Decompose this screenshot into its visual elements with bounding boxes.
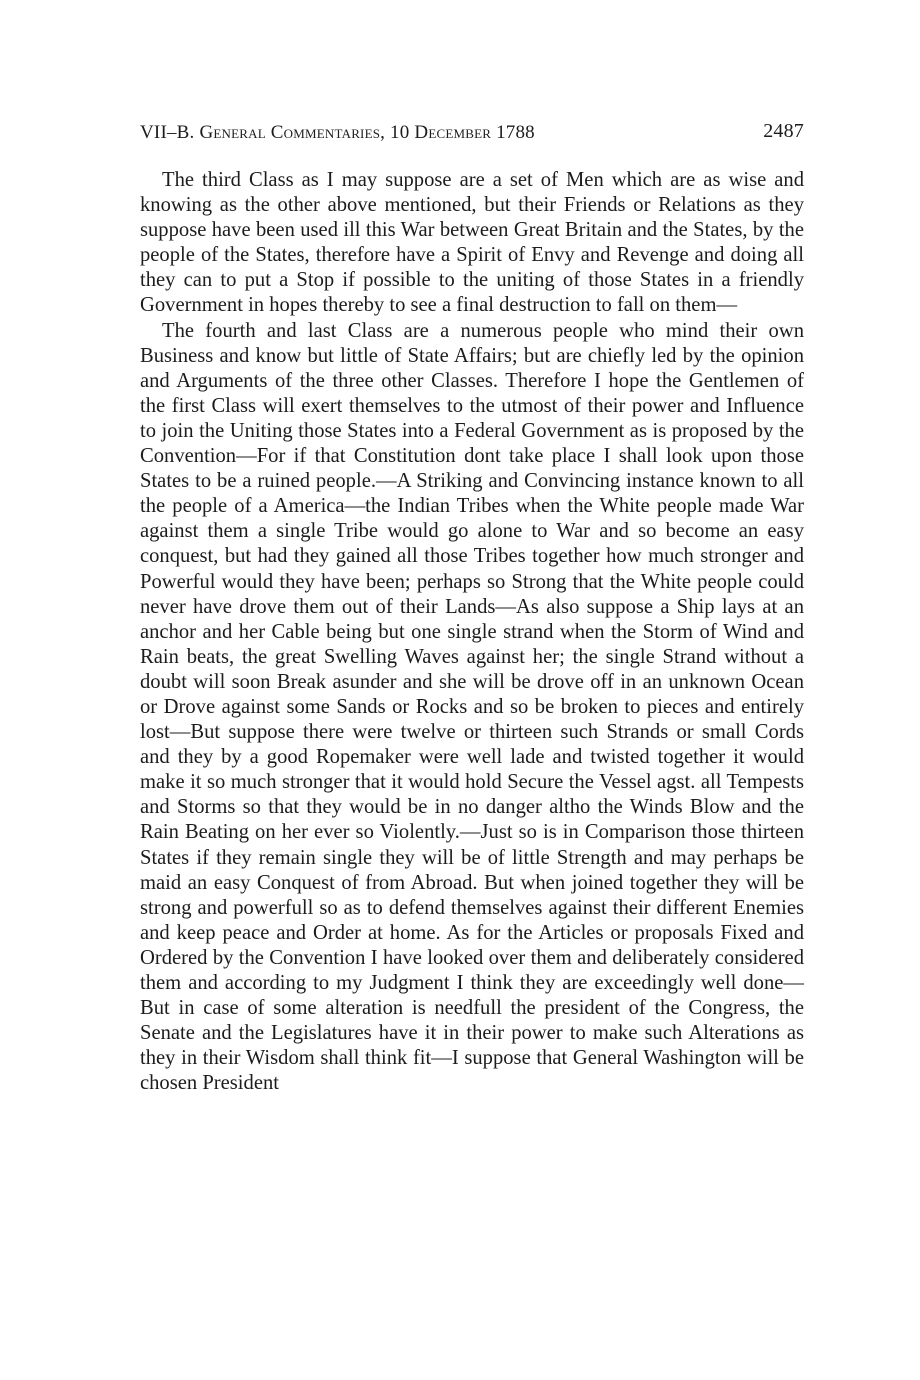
running-head-text: General Commentaries, 10 December 1788 — [199, 122, 535, 143]
paragraph-fourth-class: The fourth and last Class are a numerous people who mind their own Business and know but little of State Affairs; but are chiefly led by the opinion and Arguments of the three other Classes. Therefore I hope the Gentlemen of the first Class will exert themselves to the utmost of their power and Influence to join the Uniting those States into a Federal Government as is proposed by the Convention—For if that Constitution dont take place I shall look upon those States to be a ruined people.—A Striking and Convincing instance known to all the people of a America—the Indian Tribes when the White people made War against them a single Tribe would go alone to War and so become an easy conquest, but had they gained all those Tribes together how much stronger and Powerful would they have been; perhaps so Strong that the White people could never have drove them out of their Lands—As also suppose a Ship lays at an anchor and her Cable being but one single strand when the Storm of Wind and Rain beats, the great Swelling Waves against her; the single Strand without a doubt will soon Break asunder and she will be drove off in an unknown Ocean or Drove against some Sands or Rocks and so be broken to pieces and entirely lost—But suppose there were twelve or thirteen such Strands or small Cords and they by a good Ropemaker were well lade and twisted together it would make it so much stronger that it would hold Secure the Vessel agst. all Tempests and Storms so that they would be in no danger altho the Winds Blow and the Rain Beating on her ever so Violently.—Just so is in Comparison those thirteen States if they remain single they will be of little Strength and may perhaps be maid an easy Conquest of from Abroad. But when joined together they will be strong and powerfull so as to defend themselves against their different Enemies and keep peace and Order at home. As for the Articles or proposals Fixed and Ordered by the Convention I have looked over them and deliberately considered them and according to my Judgment I think they are exceedingly well done—But in case of some alteration is needfull the president of the Congress, the Senate and the Legislatures have it in their power to make such Alterations as they in their Wisdom shall think fit—I suppose that General Washington will be chosen President — [140, 319, 804, 1095]
running-head-title — [140, 122, 535, 144]
body-text — [140, 168, 804, 1096]
page-number: 2487 — [763, 120, 804, 142]
running-head-section: VII–B. — [140, 122, 195, 143]
document-page — [140, 118, 804, 1096]
running-head — [140, 118, 804, 148]
paragraph-third-class: The third Class as I may suppose are a set of Men which are as wise and knowing as the other above mentioned, but their Friends or Relations as they suppose have been used ill this War between Great Britain and the States, by the people of the States, therefore have a Spirit of Envy and Revenge and doing all they can to put a Stop if possible to the uniting of those States in a friendly Government in hopes thereby to see a final destruction to fall on them— — [140, 169, 804, 317]
